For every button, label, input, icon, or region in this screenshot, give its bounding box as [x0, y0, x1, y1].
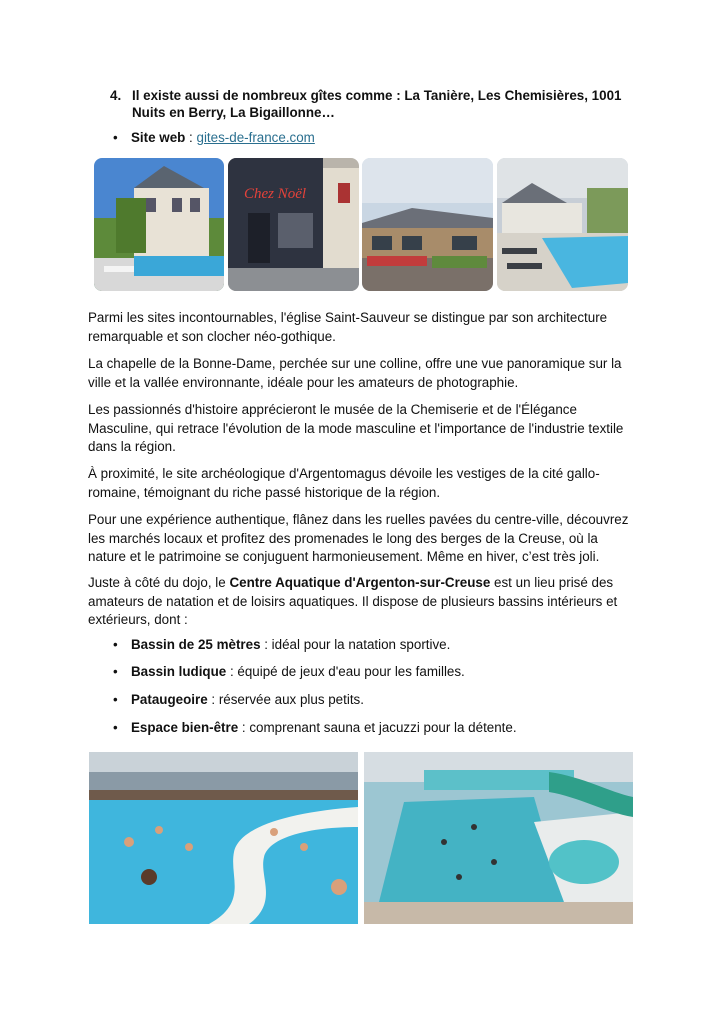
bullet-dot: •	[113, 130, 118, 145]
list-number: 4.	[110, 88, 122, 103]
paragraph-bonne-dame: La chapelle de la Bonne-Dame, perchée sur une colline, offre une vue panoramique sur la ville et la vallée environnante, idéale pour les amateurs de photographie.	[88, 356, 622, 390]
photo-building-garden	[362, 158, 493, 291]
photo-outdoor-leisure-pool	[89, 752, 358, 924]
centre-aquatique-name: Centre Aquatique d'Argenton-sur-Creuse	[229, 575, 491, 590]
photo-gite-house-pool	[94, 158, 224, 291]
paragraph-centre-ville: Pour une expérience authentique, flânez dans les ruelles pavées du centre-ville, découvrez les marchés locaux et profitez des promenades le long des berges de la Creuse, où la nature et le patrimoine se conjuguent harmonieusement. Même en hiver, c’est très joli.	[88, 512, 629, 564]
photo-indoor-aquatic-centre	[364, 752, 633, 924]
website-link[interactable]: gites-de-france.com	[196, 130, 315, 145]
website-label: Site web	[131, 130, 186, 145]
gites-text: Il existe aussi de nombreux gîtes comme : La Tanière, Les Chemisières, 1001 Nuits en Berry, La Bigaillonne…	[132, 88, 622, 120]
paragraph-argentomagus: À proximité, le site archéologique d'Argentomagus dévoile les vestiges de la cité gallo-romaine, témoignant du riche passé historique de la région.	[88, 466, 600, 500]
paragraph-musee: Les passionnés d'histoire apprécieront le musée de la Chemiserie et de l'Élégance Masculine, qui retrace l'évolution de la mode masculine et l'importance de l'industrie textile dans la région.	[88, 402, 624, 454]
restaurant-sign: Chez Noël	[244, 186, 307, 202]
paragraph-saint-sauveur: Parmi les sites incontournables, l'église Saint-Sauveur se distingue par son architecture remarquable et son clocher néo-gothique.	[88, 310, 608, 344]
photo-chez-noel-restaurant	[228, 158, 359, 291]
photo-outdoor-pool	[497, 158, 628, 291]
paragraph-centre-aquatique: Juste à côté du dojo, le Centre Aquatique d'Argenton-sur-Creuse est un lieu prisé des amateurs de natation et de loisirs aquatiques. Il dispose de plusieurs bassins intérieurs et extérieurs, dont :	[88, 575, 618, 627]
